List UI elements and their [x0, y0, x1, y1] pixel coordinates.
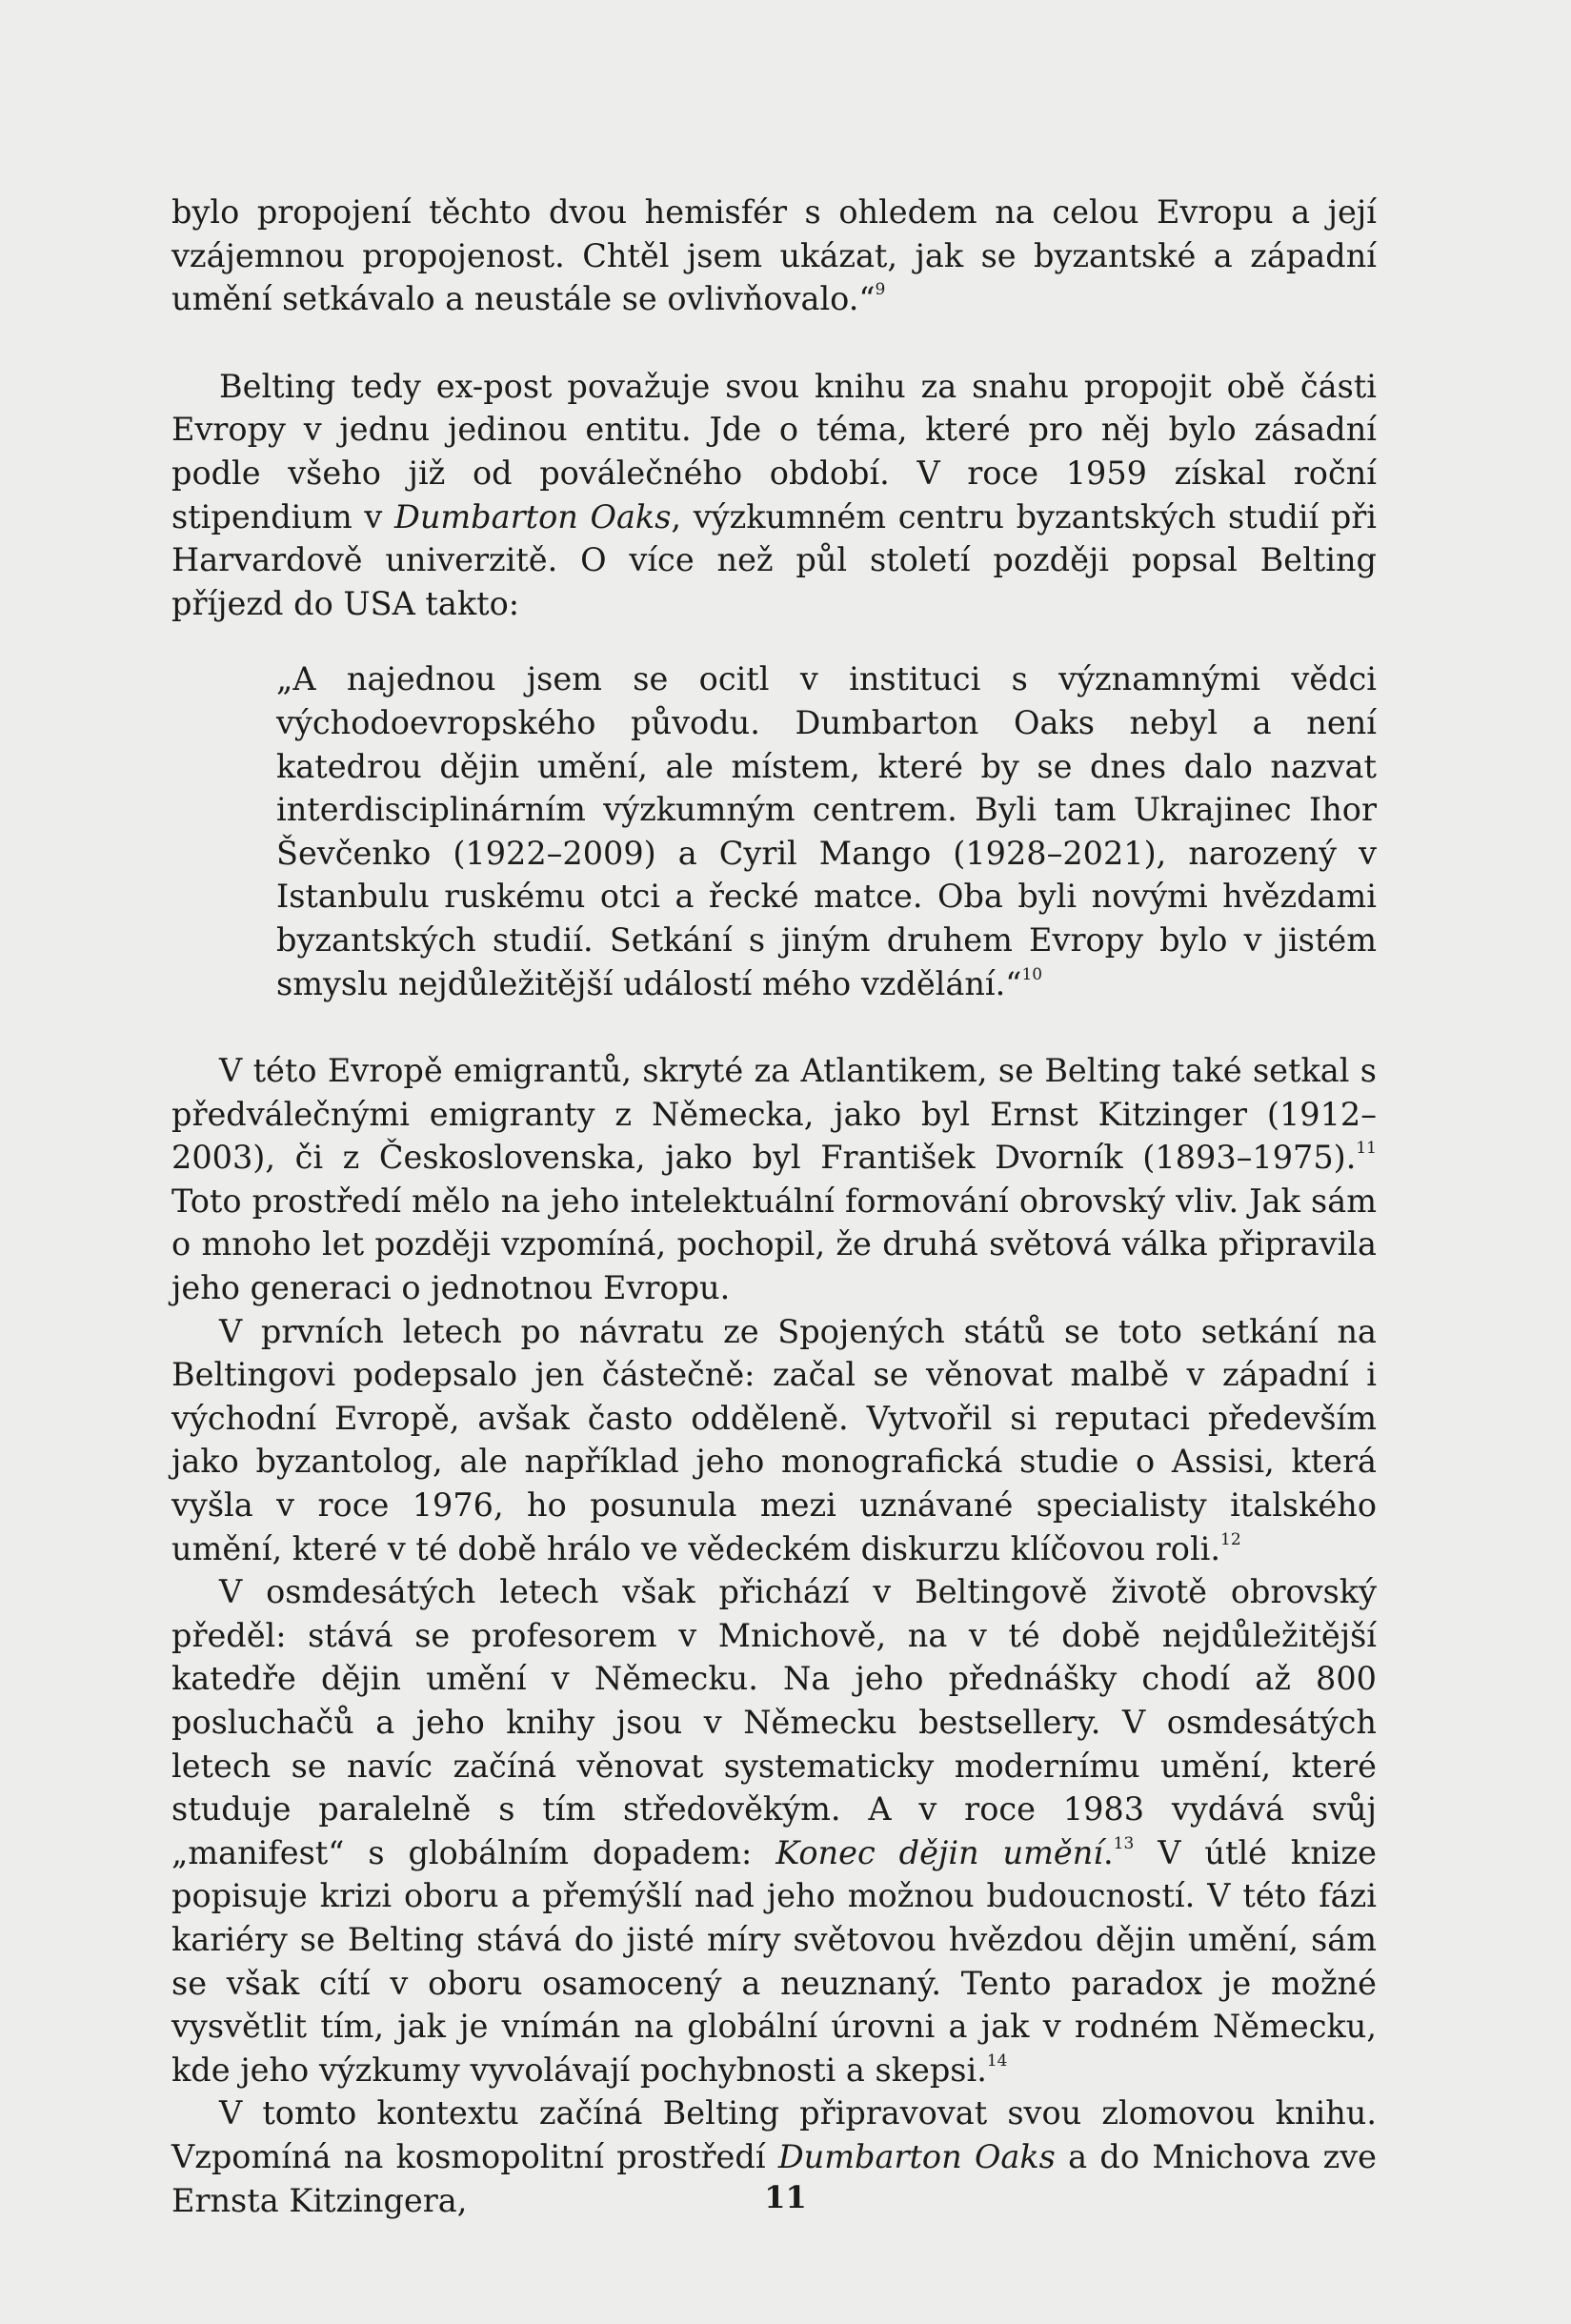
text-run: V osmdesátých letech však přichází v Beltingově životě obrovský předěl: stává se profesorem v Mnichově, na v té době nejdůležitější katedře dějin umění v Německu. Na jeho přednášky chodí až 800 posluchačů a jeho knihy jsou v Německu bestsellery. V osmdesátých letech se navíc začíná věnovat systematicky modernímu umění, které studuje paralelně s tím středověkým. A v roce 1983 vydává svůj „manifest“ s globálním dopadem: — [171, 1573, 1377, 1871]
footnote-reference: 10 — [1021, 964, 1043, 984]
paragraph — [171, 365, 1377, 626]
footnote-reference: 11 — [1356, 1139, 1377, 1159]
text-run: . — [1103, 1833, 1114, 1871]
page-number: 11 — [764, 2179, 807, 2215]
text-run: Belting tedy ex-post považuje svou knihu za snahu propojit obě části Evropy v jednu jedinou entitu. Jde o téma, které pro něj bylo zásadní podle všeho již od poválečného období. V roce 1959 získal roční stipendium v — [171, 367, 1377, 536]
text-run: bylo propojení těchto dvou hemisfér s ohledem na celou Evropu a její vzájemnou propojenost. Chtěl jsem ukázat, jak se byzantské a západní umění setkávalo a neustále se ovlivňovalo.“ — [171, 193, 1377, 318]
italic-title: Dumbarton Oaks — [393, 497, 672, 536]
footnote-reference: 12 — [1220, 1529, 1241, 1549]
footnote-reference: 14 — [986, 2051, 1008, 2071]
paragraph — [171, 1310, 1377, 1571]
text-run: V tomto kontextu začíná Belting připravovat svou zlomovou knihu. Vzpomíná na kosmopolitní prostředí — [171, 2094, 1377, 2175]
text-run: V útlé knize popisuje krizi oboru a přemýšlí nad jeho možnou budoucností. V této fázi kariéry se Belting stává do jisté míry světovou hvězdou dějin umění, sám se však cítí v oboru osamocený a neuznaný. Tento paradox je možné vysvětlit tím, jak je vnímán na globální úrovni a jak v rodném Německu, kde jeho výzkumy vyvolávají pochybnosti a skepsi. — [171, 1833, 1377, 2089]
text-run: , výzkumném centru byzantských studií při Harvardově univerzitě. O více než půl století později popsal Belting příjezd do USA takto: — [171, 497, 1377, 622]
text-run: „A najednou jsem se ocitl v instituci s významnými vědci východoevropského původu. Dumbarton Oaks nebyl a není katedrou dějin umění, ale místem, které by se dnes dalo nazvat interdisciplinárním výzkumným centrem. Byli tam Ukrajinec Ihor Ševčenko (1922–2009) a Cyril Mango (1928–2021), narozený v Istanbulu ruskému otci a řecké matce. Oba byli novými hvězdami byzantských studií. Setkání s jiným druhem Evropy bylo v jistém smyslu nejdůležitější událostí mého vzdělání.“ — [276, 660, 1377, 1002]
paragraph — [171, 1570, 1377, 2092]
italic-title: Dumbarton Oaks — [777, 2137, 1056, 2175]
text-run: V prvních letech po návratu ze Spojených států se toto setkání na Beltingovi podepsalo jen částečně: začal se věnovat malbě v západní i východní Evropě, avšak často odděleně. Vytvořil si reputaci především jako byzantolog, ale například jeho monografická studie o Assisi, která vyšla v roce 1976, ho posunula mezi uznávané specialisty italského umění, které v té době hrálo ve vědeckém diskurzu klíčovou roli. — [171, 1312, 1377, 1567]
paragraph — [171, 191, 1377, 321]
text-run: V této Evropě emigrantů, skryté za Atlantikem, se Belting také setkal s předválečnými emigranty z Německa, jako byl Ernst Kitzinger (1912–2003), či z Československa, jako byl František Dvorník (1893–1975). — [171, 1052, 1377, 1177]
body-text — [171, 191, 1377, 2222]
block-quote — [276, 657, 1377, 1005]
text-run: a do Mnichova zve Ernsta Kitzingera, — [171, 2137, 1378, 2219]
paragraph — [171, 1049, 1377, 1310]
footnote-reference: 9 — [875, 280, 886, 300]
quotation — [276, 657, 1377, 1005]
text-run: Toto prostředí mělo na jeho intelektuální formování obrovský vliv. Jak sám o mnoho let později vzpomíná, pochopil, že druhá světová válka připravila jeho generaci o jednotnou Evropu. — [171, 1182, 1377, 1307]
italic-title: Konec dějin umění — [775, 1833, 1104, 1871]
footnote-reference: 13 — [1113, 1833, 1135, 1853]
